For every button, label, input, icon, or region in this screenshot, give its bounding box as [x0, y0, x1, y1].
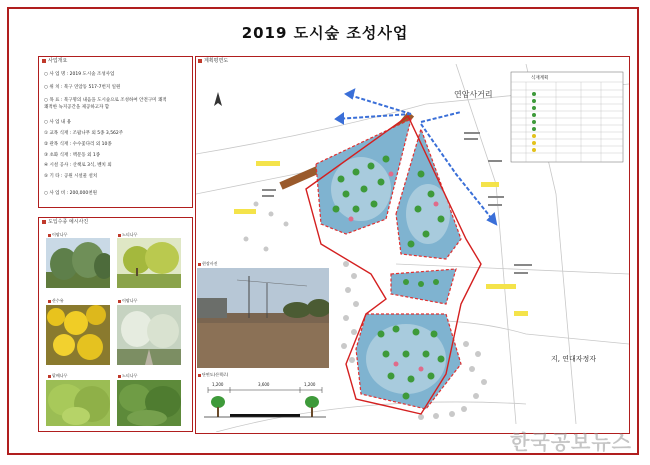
species-photo-3 — [46, 305, 110, 365]
species-photo-6 — [117, 380, 181, 426]
page-title: 2019 도시숲 조성사업 — [241, 24, 409, 42]
plan-header — [198, 57, 228, 64]
section-label: 단면도(산책로) — [198, 372, 228, 378]
species-label: 팥배나무 — [48, 373, 67, 379]
overview-line: ④ 시설 공사 : 산책로 3식, 벤치 외 — [44, 163, 112, 168]
overview-line: ○ 목 표 : 북구명의 내음을 도시숲으로 조성하여 안전구미 쾌적 — [44, 98, 167, 103]
overview-line: ○ 사 업 비 : 200,000천원 — [44, 191, 97, 196]
plan-header-text: 계획평면도 — [204, 58, 229, 64]
overview-header — [42, 57, 67, 64]
species-label: 느티나무 — [118, 373, 137, 379]
park-zone-middle — [391, 269, 456, 304]
species-photo-4 — [117, 305, 181, 365]
overview-line: ⑤ 기 타 : 공원 시설물 설치 — [44, 174, 98, 179]
watermark: 한국공보뉴스 — [510, 430, 632, 454]
north-arrow-icon — [214, 92, 222, 106]
section-diagram — [200, 380, 330, 426]
dimension-label: 1,200 — [212, 382, 224, 387]
site-plan-map — [196, 64, 629, 432]
bullet-icon — [42, 220, 46, 224]
site-photo-label: 현장사진 — [198, 261, 217, 267]
site-photo — [197, 268, 329, 368]
species-label: 느티나무 — [118, 232, 137, 238]
species-label: 산수유 — [48, 298, 64, 304]
species-photo-2 — [117, 238, 181, 288]
overview-line: ○ 사 업 내 용 — [44, 120, 72, 125]
overview-line: ① 교목 식재 : 조팝나무 외 5종 3,562주 — [44, 131, 124, 136]
species-header — [42, 218, 88, 225]
place-label: 연암사거리 — [454, 90, 493, 99]
bullet-icon — [42, 59, 46, 63]
overview-line: ○ 사 업 명 : 2019 도시숲 조성사업 — [44, 72, 115, 77]
species-label: 이팝나무 — [48, 232, 67, 238]
overview-line: 쾌적한 녹지공간을 제공하고자 함 — [44, 105, 110, 110]
dimension-label: 3,600 — [258, 382, 270, 387]
overview-line: ○ 위 치 : 북구 연암동 517-7번지 일원 — [44, 85, 121, 90]
dimension-label: 1,200 — [304, 382, 316, 387]
bullet-icon — [198, 59, 202, 63]
overview-header-text: 사업개요 — [48, 58, 68, 64]
overview-line: ② 관목 식재 : 수수꽃다리 외 10종 — [44, 142, 112, 147]
species-photo-1 — [46, 238, 110, 288]
legend-header: 식재계획 — [531, 76, 549, 81]
bottom-place-label: 지, 연대자정자 — [551, 355, 597, 363]
planting-legend-table — [511, 72, 623, 162]
overview-line: ③ 초화 식재 : 맥문동 외 1종 — [44, 153, 101, 158]
species-photo-5 — [46, 380, 110, 426]
species-label: 이팝나무 — [118, 298, 137, 304]
species-header-text: 도입수종 예시사진 — [48, 219, 89, 225]
